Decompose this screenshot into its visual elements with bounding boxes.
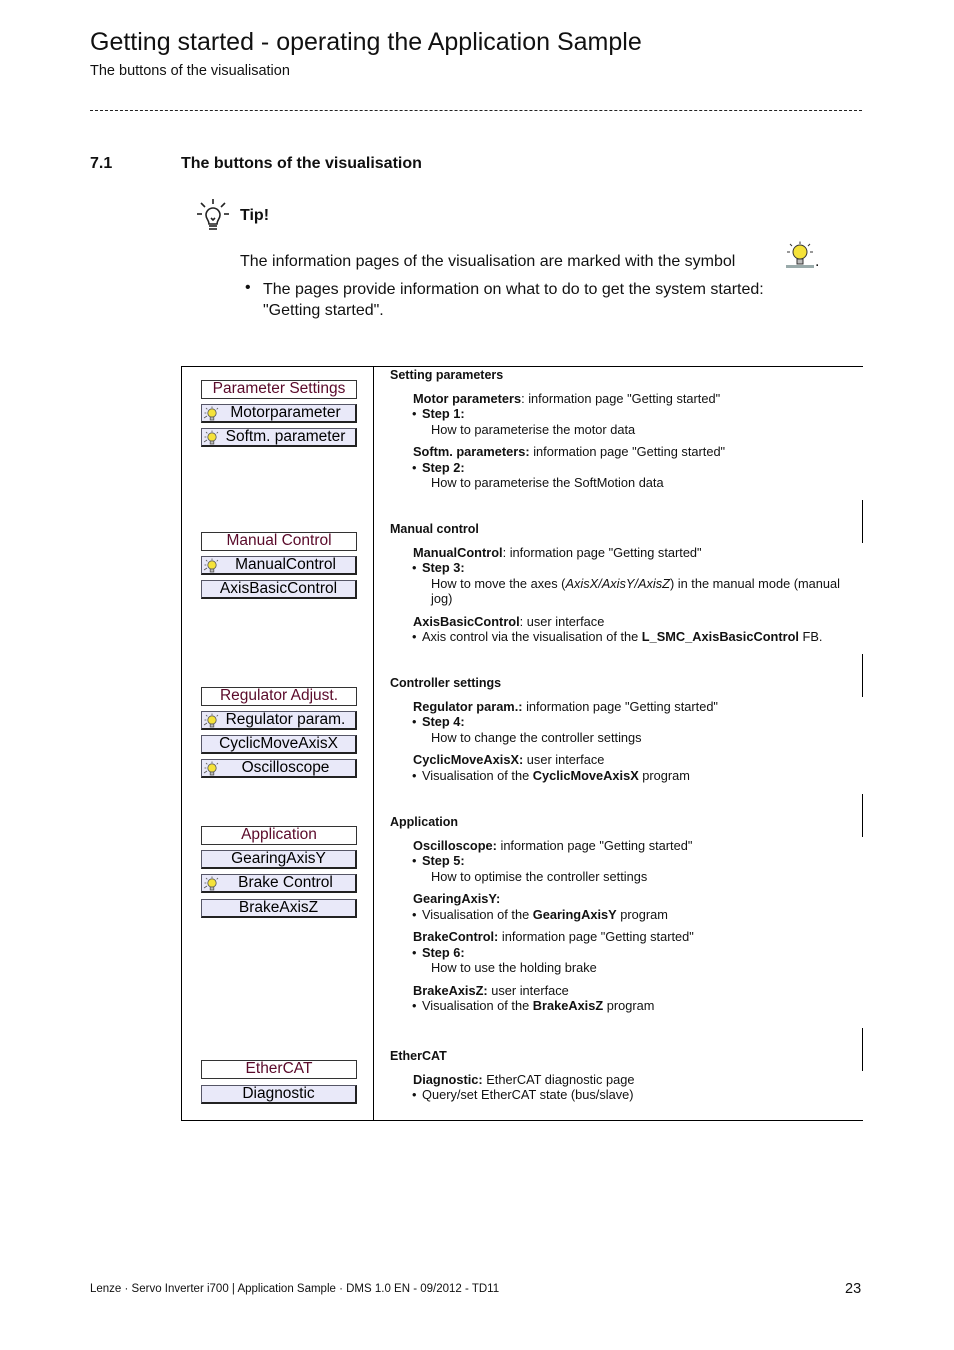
vis-button-label: Parameter Settings xyxy=(212,380,346,397)
bullet-text: program xyxy=(638,767,690,783)
vis-button-gearingaxisy xyxy=(201,850,357,869)
item-text: user interface xyxy=(487,982,569,998)
item-text: : information page "Getting started" xyxy=(521,390,721,406)
tip-text: The information pages of the visualisation are marked with the symbol xyxy=(240,253,736,270)
item-description xyxy=(431,869,860,885)
item-bullet xyxy=(422,945,860,961)
change-bar xyxy=(862,654,863,697)
header-divider xyxy=(90,110,862,111)
buttons-table xyxy=(181,366,863,1121)
item-bullet xyxy=(422,768,860,784)
bullet-text: Step 5: xyxy=(422,853,465,868)
vis-button-label: GearingAxisY xyxy=(231,850,326,867)
change-bar xyxy=(862,1028,863,1071)
group-heading: Setting parameters xyxy=(390,368,504,382)
vis-button-oscilloscope xyxy=(201,759,357,778)
description-group xyxy=(390,676,860,783)
bullet-text: Step 1: xyxy=(422,406,465,421)
item-name: Oscilloscope: xyxy=(413,837,497,853)
vis-button-label: Brake Control xyxy=(238,874,333,891)
vis-button-label: Manual Control xyxy=(226,532,332,549)
item-text: information page "Getting started" xyxy=(498,929,694,944)
footer-text: Lenze · Servo Inverter i700 | Application Sample · DMS 1.0 EN - 09/2012 - TD11 xyxy=(90,1283,500,1295)
item-text: user interface xyxy=(523,752,605,767)
description-text: How to optimise the controller settings xyxy=(431,868,648,884)
bullet-text: Visualisation of the xyxy=(422,767,533,783)
page-title: Getting started - operating the Application Sample xyxy=(90,28,642,56)
bullet-dot: • xyxy=(245,279,251,296)
description-item xyxy=(413,614,860,630)
description-item xyxy=(413,929,860,945)
vis-button-label: Softm. parameter xyxy=(225,428,346,445)
bullet-text-bold: GearingAxisY xyxy=(532,906,617,922)
description-item xyxy=(413,983,860,999)
lightbulb-icon xyxy=(786,241,814,269)
vis-button-parameter-settings xyxy=(201,380,357,399)
item-text: information page "Getting started" xyxy=(529,444,726,459)
section-title: The buttons of the visualisation xyxy=(181,155,422,172)
section-number: 7.1 xyxy=(90,155,113,172)
tip-bullet: The pages provide information on what to do to get the system started: "Getting started". xyxy=(263,281,764,319)
bullet-text: Step 3: xyxy=(422,560,465,575)
description-text: How to use the holding brake xyxy=(431,960,597,975)
page-subtitle: The buttons of the visualisation xyxy=(90,63,290,79)
item-description xyxy=(431,730,860,746)
bullet-text-bold: CyclicMoveAxisX xyxy=(532,767,639,783)
item-name: Softm. parameters: xyxy=(413,444,530,459)
group-heading: Application xyxy=(390,815,459,829)
vis-button-cyclicmoveaxisx xyxy=(201,735,357,754)
vis-button-label: Motorparameter xyxy=(230,404,341,421)
description-text: ) in the manual mode (manual jog) xyxy=(431,575,840,606)
item-name: Diagnostic: xyxy=(413,1071,483,1087)
lightbulb-icon xyxy=(203,406,219,422)
vis-button-label: EtherCAT xyxy=(245,1060,313,1077)
item-text: EtherCAT diagnostic page xyxy=(482,1071,635,1087)
vis-button-motorparameter xyxy=(201,404,357,423)
item-text: information page "Getting started" xyxy=(522,698,718,714)
item-description xyxy=(431,576,860,607)
item-description xyxy=(431,422,860,438)
item-bullet xyxy=(422,406,860,422)
description-group xyxy=(390,522,860,645)
lightbulb-head-icon xyxy=(196,198,230,232)
vis-button-label: Regulator param. xyxy=(225,711,346,728)
vis-button-application xyxy=(201,826,357,845)
vis-button-manualcontrol xyxy=(201,556,357,575)
bullet-text-bold: BrakeAxisZ xyxy=(532,998,604,1013)
vis-button-label: BrakeAxisZ xyxy=(238,899,319,916)
item-name: CyclicMoveAxisX: xyxy=(413,752,524,767)
vis-button-label: Regulator Adjust. xyxy=(219,687,339,704)
bullet-text: Visualisation of the xyxy=(422,906,533,922)
item-bullet xyxy=(422,460,860,476)
item-bullet xyxy=(422,907,860,923)
item-bullet xyxy=(422,1087,860,1103)
bullet-text: Step 4: xyxy=(422,714,465,729)
item-name: GearingAxisY: xyxy=(413,891,501,906)
description-text-italic: AxisX/AxisY/AxisZ xyxy=(565,575,670,591)
group-heading: Manual control xyxy=(390,522,479,536)
item-name: AxisBasicControl xyxy=(413,613,520,629)
bullet-text-bold: L_SMC_AxisBasicControl xyxy=(641,629,799,644)
description-text: How to move the axes ( xyxy=(431,575,566,591)
description-group xyxy=(390,815,860,1014)
lightbulb-icon xyxy=(203,761,219,777)
description-item xyxy=(413,891,860,907)
description-group xyxy=(390,368,860,491)
vis-button-diagnostic xyxy=(201,1085,357,1104)
description-text: How to change the controller settings xyxy=(431,729,642,745)
description-item xyxy=(413,545,860,561)
page-number: 23 xyxy=(845,1281,862,1297)
item-bullet xyxy=(422,998,860,1014)
bullet-text: Step 2: xyxy=(422,459,465,475)
bullet-text: Query/set EtherCAT state (bus/slave) xyxy=(422,1087,634,1102)
vis-button-brakeaxisz xyxy=(201,899,357,918)
description-item xyxy=(413,699,860,715)
lightbulb-icon xyxy=(203,876,219,892)
change-bar xyxy=(862,794,863,837)
description-text: How to parameterise the SoftMotion data xyxy=(431,475,664,490)
item-name: Motor parameters xyxy=(413,390,522,406)
vis-button-label: ManualControl xyxy=(235,556,336,573)
item-bullet xyxy=(422,853,860,869)
tip-label: Tip! xyxy=(240,207,270,224)
bullet-text: FB. xyxy=(798,629,823,644)
item-bullet xyxy=(422,714,860,730)
vis-button-label: CyclicMoveAxisX xyxy=(219,735,338,752)
item-text: : information page "Getting started" xyxy=(502,544,702,560)
bullet-text: Step 6: xyxy=(422,944,465,960)
description-group xyxy=(390,1049,860,1103)
vis-button-label: Oscilloscope xyxy=(241,759,330,776)
description-item xyxy=(413,752,860,768)
description-item xyxy=(413,391,860,407)
item-name: BrakeAxisZ: xyxy=(413,982,488,998)
group-heading: Controller settings xyxy=(390,676,502,690)
item-bullet xyxy=(422,560,860,576)
vis-button-axisbasiccontrol xyxy=(201,580,357,599)
tip-text-end: . xyxy=(815,253,820,270)
bullet-text: program xyxy=(603,998,655,1013)
lightbulb-icon xyxy=(203,558,219,574)
lightbulb-icon xyxy=(203,430,219,446)
bullet-text: Visualisation of the xyxy=(422,998,533,1013)
vis-button-label: Application xyxy=(241,826,317,843)
item-name: BrakeControl: xyxy=(413,929,499,944)
vis-button-ethercat xyxy=(201,1060,357,1079)
description-text: How to parameterise the motor data xyxy=(431,421,636,437)
item-text: information page "Getting started" xyxy=(496,837,693,853)
item-name: Regulator param.: xyxy=(413,698,523,714)
group-heading: EtherCAT xyxy=(390,1049,447,1063)
vis-button-brake-control xyxy=(201,874,357,893)
lightbulb-icon xyxy=(203,713,219,729)
item-name: ManualControl xyxy=(413,544,503,560)
vis-button-regulator-adjust xyxy=(201,687,357,706)
visualisation-buttons-column xyxy=(181,367,374,1120)
item-text: : user interface xyxy=(519,613,605,629)
change-bar xyxy=(862,500,863,543)
description-item xyxy=(413,444,860,460)
vis-button-label: Diagnostic xyxy=(242,1085,315,1102)
vis-button-regulator-param xyxy=(201,711,357,730)
description-item xyxy=(413,838,860,854)
description-item xyxy=(413,1072,860,1088)
item-description xyxy=(431,475,860,491)
item-description xyxy=(431,960,860,976)
vis-button-softm-parameter xyxy=(201,428,357,447)
bullet-text: program xyxy=(616,906,668,922)
bullet-text: Axis control via the visualisation of the xyxy=(422,629,642,644)
vis-button-label: AxisBasicControl xyxy=(219,580,338,597)
vis-button-manual-control xyxy=(201,532,357,551)
item-bullet xyxy=(422,629,860,645)
